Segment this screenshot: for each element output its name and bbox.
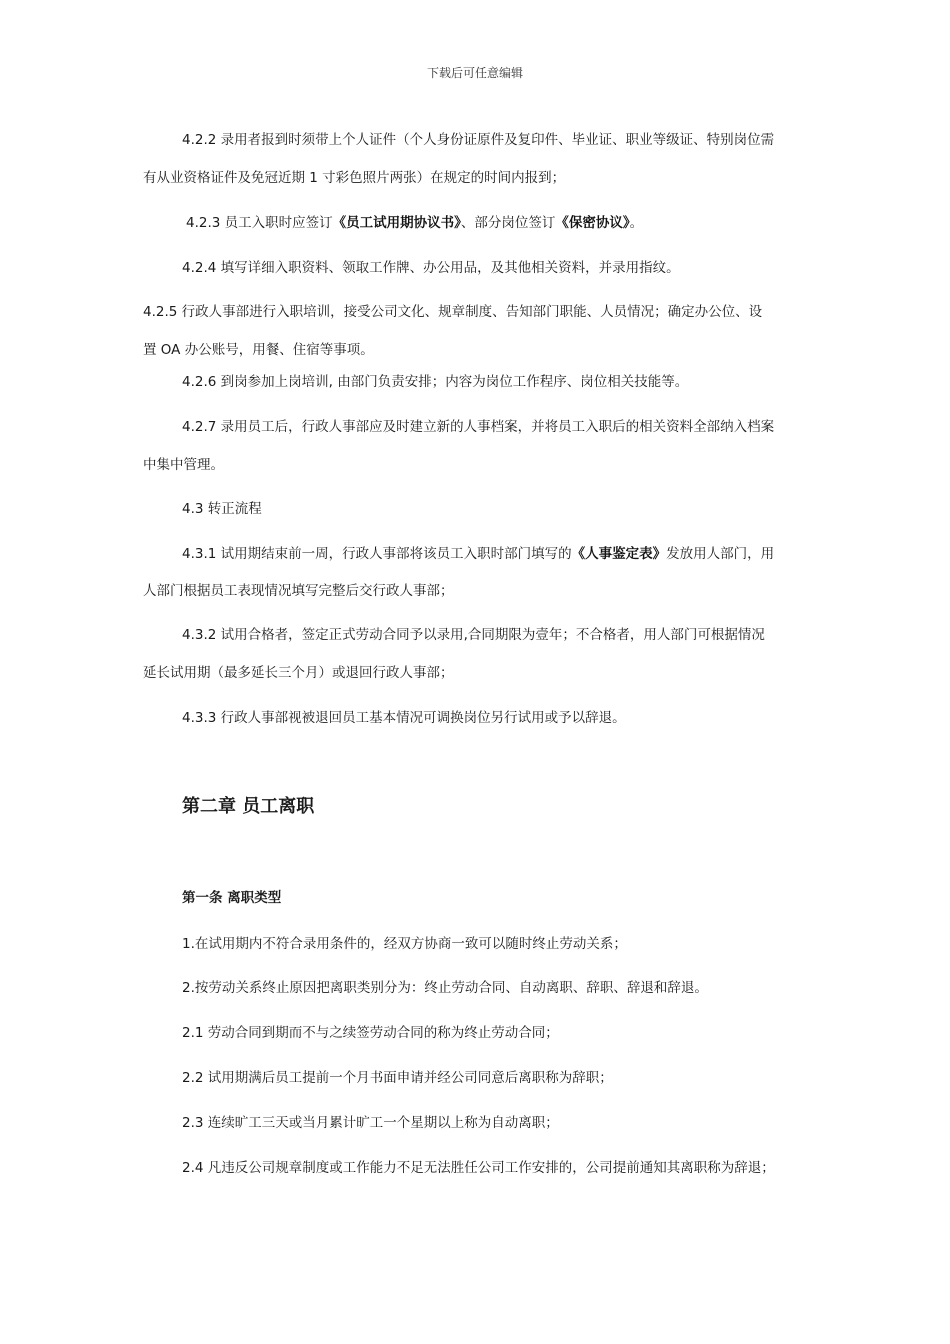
article-title: 第一条 离职类型	[182, 890, 282, 906]
list-item-2: 2.按劳动关系终止原因把离职类别分为：终止劳动合同、自动离职、辞职、辞退和辞退。	[182, 980, 708, 996]
list-item-2-2: 2.2 试用期满后员工提前一个月书面申请并经公司同意后离职称为辞职；	[182, 1070, 613, 1086]
paragraph-4-2-2-line1: 4.2.2 录用者报到时须带上个人证件（个人身份证原件及复印件、毕业证、职业等级证、特别岗位需	[182, 132, 775, 148]
paragraph-4-3-2-line2: 延长试用期（最多延长三个月）或退回行政人事部；	[143, 665, 454, 681]
list-item-2-4: 2.4 凡违反公司规章制度或工作能力不足无法胜任公司工作安排的，公司提前通知其离职称为辞退；	[182, 1160, 775, 1176]
paragraph-4-2-3-mid: 、部分岗位签订	[460, 215, 556, 231]
paragraph-4-3-3: 4.3.3 行政人事部视被退回员工基本情况可调换岗位另行试用或予以辞退。	[182, 710, 626, 726]
trial-agreement-title: 《员工试用期协议书》	[332, 215, 461, 231]
paragraph-4-2-3	[186, 211, 643, 231]
paragraph-4-2-5-line2: 置 OA 办公账号，用餐、住宿等事项。	[143, 342, 374, 358]
paragraph-4-2-2-line2: 有从业资格证件及免冠近期 1 寸彩色照片两张）在规定的时间内报到；	[143, 170, 566, 186]
list-item-2-3: 2.3 连续旷工三天或当月累计旷工一个星期以上称为自动离职；	[182, 1115, 559, 1131]
page-header: 下载后可任意编辑	[426, 66, 523, 80]
section-4-3-heading: 4.3 转正流程	[182, 501, 262, 517]
list-item-1: 1.在试用期内不符合录用条件的，经双方协商一致可以随时终止劳动关系；	[182, 936, 627, 952]
paragraph-4-2-4: 4.2.4 填写详细入职资料、领取工作牌、办公用品，及其他相关资料，并录用指纹。	[182, 260, 680, 276]
paragraph-4-2-5-line1: 4.2.5 行政人事部进行入职培训，接受公司文化、规章制度、告知部门职能、人员情况；确定办公位、设	[143, 304, 763, 320]
paragraph-4-2-3-end: 。	[629, 215, 644, 231]
paragraph-4-2-6: 4.2.6 到岗参加上岗培训, 由部门负责安排；内容为岗位工作程序、岗位相关技能等。	[182, 374, 689, 390]
chapter-title: 第二章 员工离职	[182, 796, 315, 817]
paragraph-4-2-3-text: 4.2.3 员工入职时应签订	[186, 215, 333, 231]
confidentiality-agreement-title: 《保密协议》	[555, 215, 630, 231]
paragraph-4-3-2-line1: 4.3.2 试用合格者，签定正式劳动合同予以录用,合同期限为壹年；不合格者，用人部门可根据情况	[182, 627, 765, 643]
hr-appraisal-form-title: 《人事鉴定表》	[571, 546, 667, 562]
paragraph-4-3-1-line1	[182, 542, 774, 562]
paragraph-4-2-7-line1: 4.2.7 录用员工后，行政人事部应及时建立新的人事档案，并将员工入职后的相关资料全部纳入档案	[182, 419, 775, 435]
paragraph-4-3-1-end: 发放用人部门，用	[666, 546, 775, 562]
paragraph-4-2-7-line2: 中集中管理。	[143, 457, 224, 473]
list-item-2-1: 2.1 劳动合同到期而不与之续签劳动合同的称为终止劳动合同；	[182, 1025, 559, 1041]
paragraph-4-3-1-text: 4.3.1 试用期结束前一周，行政人事部将该员工入职时部门填写的	[182, 546, 572, 562]
paragraph-4-3-1-line2: 人部门根据员工表现情况填写完整后交行政人事部；	[143, 583, 454, 599]
